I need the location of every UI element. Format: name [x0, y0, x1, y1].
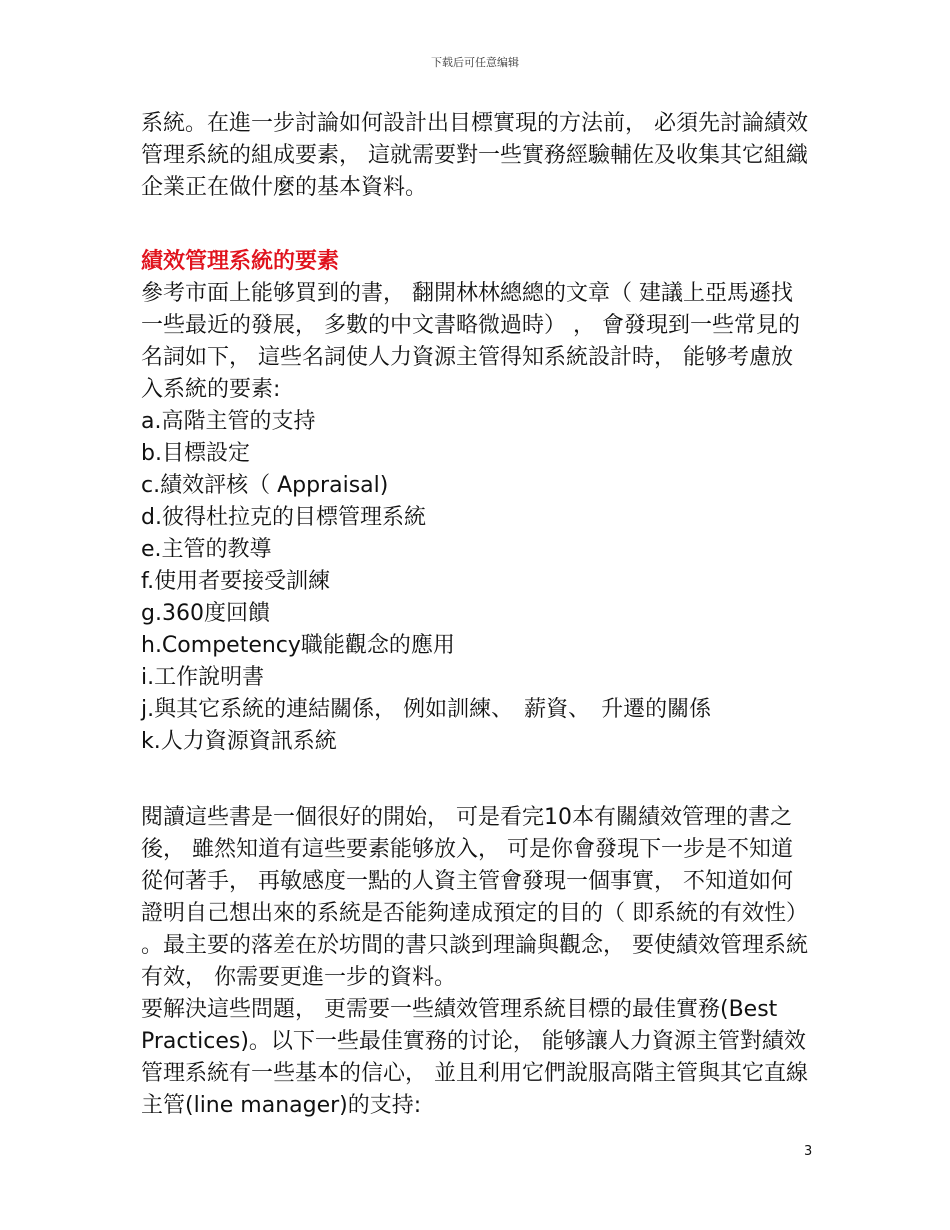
section-heading: 績效管理系統的要素 — [141, 249, 340, 274]
list-item: f.使用者要接受訓練 — [141, 569, 331, 594]
page-header: 下载后可任意编辑 — [431, 56, 519, 69]
list-item: d.彼得杜拉克的目標管理系統 — [141, 505, 426, 530]
list-item: c.績效評核（ Appraisal) — [141, 473, 389, 498]
list-item: h.Competency職能觀念的應用 — [141, 633, 455, 658]
page-number: 3 — [804, 1144, 813, 1159]
list-item: a.高階主管的支持 — [141, 409, 316, 434]
elements-list — [141, 406, 811, 758]
list-item: i.工作說明書 — [141, 665, 265, 690]
closing-paragraph-2: 要解決這些問題， 更需要一些績效管理系統目標的最佳實務(Best Practices)。以下一些最佳實務的讨论， 能够讓人力資源主管對績效管理系統有一些基本的信心， 並且利用它們說服高階主管與其它直線主管(line manager)的支持: — [141, 997, 808, 1118]
list-item: j.與其它系統的連結關係， 例如訓練、 薪資、 升遷的關係 — [141, 697, 712, 722]
section-paragraph: 參考市面上能够買到的書， 翻開林林總總的文章（ 建議上亞馬遜找一些最近的發展， 多數的中文書略微過時） ， 會發現到一些常見的名詞如下， 這些名詞使人力資源主管得知系統設計時， 能够考慮放入系統的要素: — [141, 281, 800, 402]
closing-paragraph-1: 閱讀這些書是一個很好的開始， 可是看完10本有關績效管理的書之後， 雖然知道有這些要素能够放入， 可是你會發現下一步是不知道從何著手， 再敏感度一點的人資主管會發現一個事實， 不知道如何證明自己想出來的系統是否能夠達成預定的目的（ 即系統的有效性） 。最主要的落差在於坊間的書只談到理論與觀念， 要使績效管理系統有效， 你需要更進一步的資料。 — [141, 805, 815, 990]
list-item: g.360度回饋 — [141, 601, 270, 626]
intro-paragraph: 系統。在進一步討論如何設計出目標實現的方法前， 必須先討論績效管理系統的組成要素， 這就需要對一些實務經驗輔佐及收集其它組織企業正在做什麼的基本資料。 — [141, 111, 808, 200]
list-item: b.目標設定 — [141, 441, 250, 466]
document-body — [141, 108, 815, 1122]
list-item: e.主管的教導 — [141, 537, 272, 562]
list-item: k.人力資源資訊系統 — [141, 729, 337, 754]
